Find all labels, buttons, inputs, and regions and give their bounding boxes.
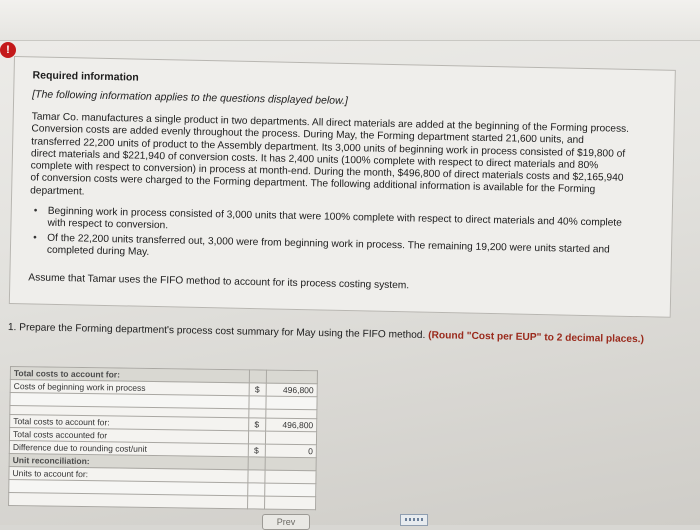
additional-info-list xyxy=(33,205,630,271)
costs-accounted-label: Total costs accounted for xyxy=(9,428,248,444)
beginning-wip-label: Costs of beginning work in process xyxy=(10,380,249,396)
question-text: 1. Prepare the Forming department's process cost summary for May using the FIFO method. xyxy=(7,322,426,342)
problem-paragraph: Tamar Co. manufactures a single product in two departments. All direct materials are added at the beginning of the Forming process. Conversion costs are added evenly throughout the process. During May, the Forming department started 21,600 units, and transferred 22,200 units of product to the Assembly department. Its 3,000 units of beginning work in process consisted of $19,800 of direct materials and $221,940 of conversion costs. It has 2,400 units (100% complete with respect to direct materials and 80% complete with respect to conversion) in process at month-end. During the month, $496,800 of direct materials costs and $2,165,940 of conversion costs were charged to the Forming department. The following additional information is available for the Forming department. xyxy=(30,111,630,198)
rounding-difference-amount: 0 xyxy=(265,444,317,458)
currency-symbol: $ xyxy=(248,418,265,431)
total-costs-header: Total costs to account for: xyxy=(10,367,249,383)
list-item: • Beginning work in process consisted of 3,000 units that were 100% complete with respect to direct materials and 40% complete with respect to conversion. xyxy=(33,205,629,242)
empty-amount-input[interactable] xyxy=(266,396,318,410)
required-information-panel xyxy=(9,56,676,318)
total-costs-label: Total costs to account for: xyxy=(10,415,249,431)
alert-icon: ! xyxy=(0,42,16,58)
currency-symbol: $ xyxy=(248,444,265,457)
units-amount-input[interactable] xyxy=(264,483,316,497)
browser-top-bar xyxy=(0,0,700,41)
prev-label: Prev xyxy=(276,517,296,527)
beginning-wip-input[interactable]: 496,800 xyxy=(266,383,318,397)
list-item: • Of the 22,200 units transferred out, 3,000 were from beginning work in process. The remaining 19,200 were units started and completed during May. xyxy=(33,232,629,269)
information-intro: [The following information applies to the questions displayed below.] xyxy=(32,88,349,108)
rounding-instruction: (Round "Cost per EUP" to 2 decimal places.) xyxy=(428,330,644,346)
unit-reconciliation-header: Unit reconciliation: xyxy=(9,453,248,469)
prev-button[interactable] xyxy=(262,514,310,530)
required-information-title: Required information xyxy=(32,69,139,84)
currency-symbol: $ xyxy=(249,383,266,396)
units-amount-input[interactable] xyxy=(264,496,316,510)
cost-summary-table xyxy=(8,366,318,510)
page-indicator-icon[interactable] xyxy=(400,514,428,526)
fifo-assumption: Assume that Tamar uses the FIFO method to account for its process costing system. xyxy=(28,272,410,292)
rounding-difference-label: Difference due to rounding cost/unit xyxy=(9,440,248,456)
units-input[interactable] xyxy=(9,492,248,508)
question-prompt xyxy=(8,322,648,346)
units-to-account-label: Units to account for: xyxy=(9,466,248,482)
process-cost-summary xyxy=(8,366,318,510)
total-costs-amount: 496,800 xyxy=(265,418,317,432)
